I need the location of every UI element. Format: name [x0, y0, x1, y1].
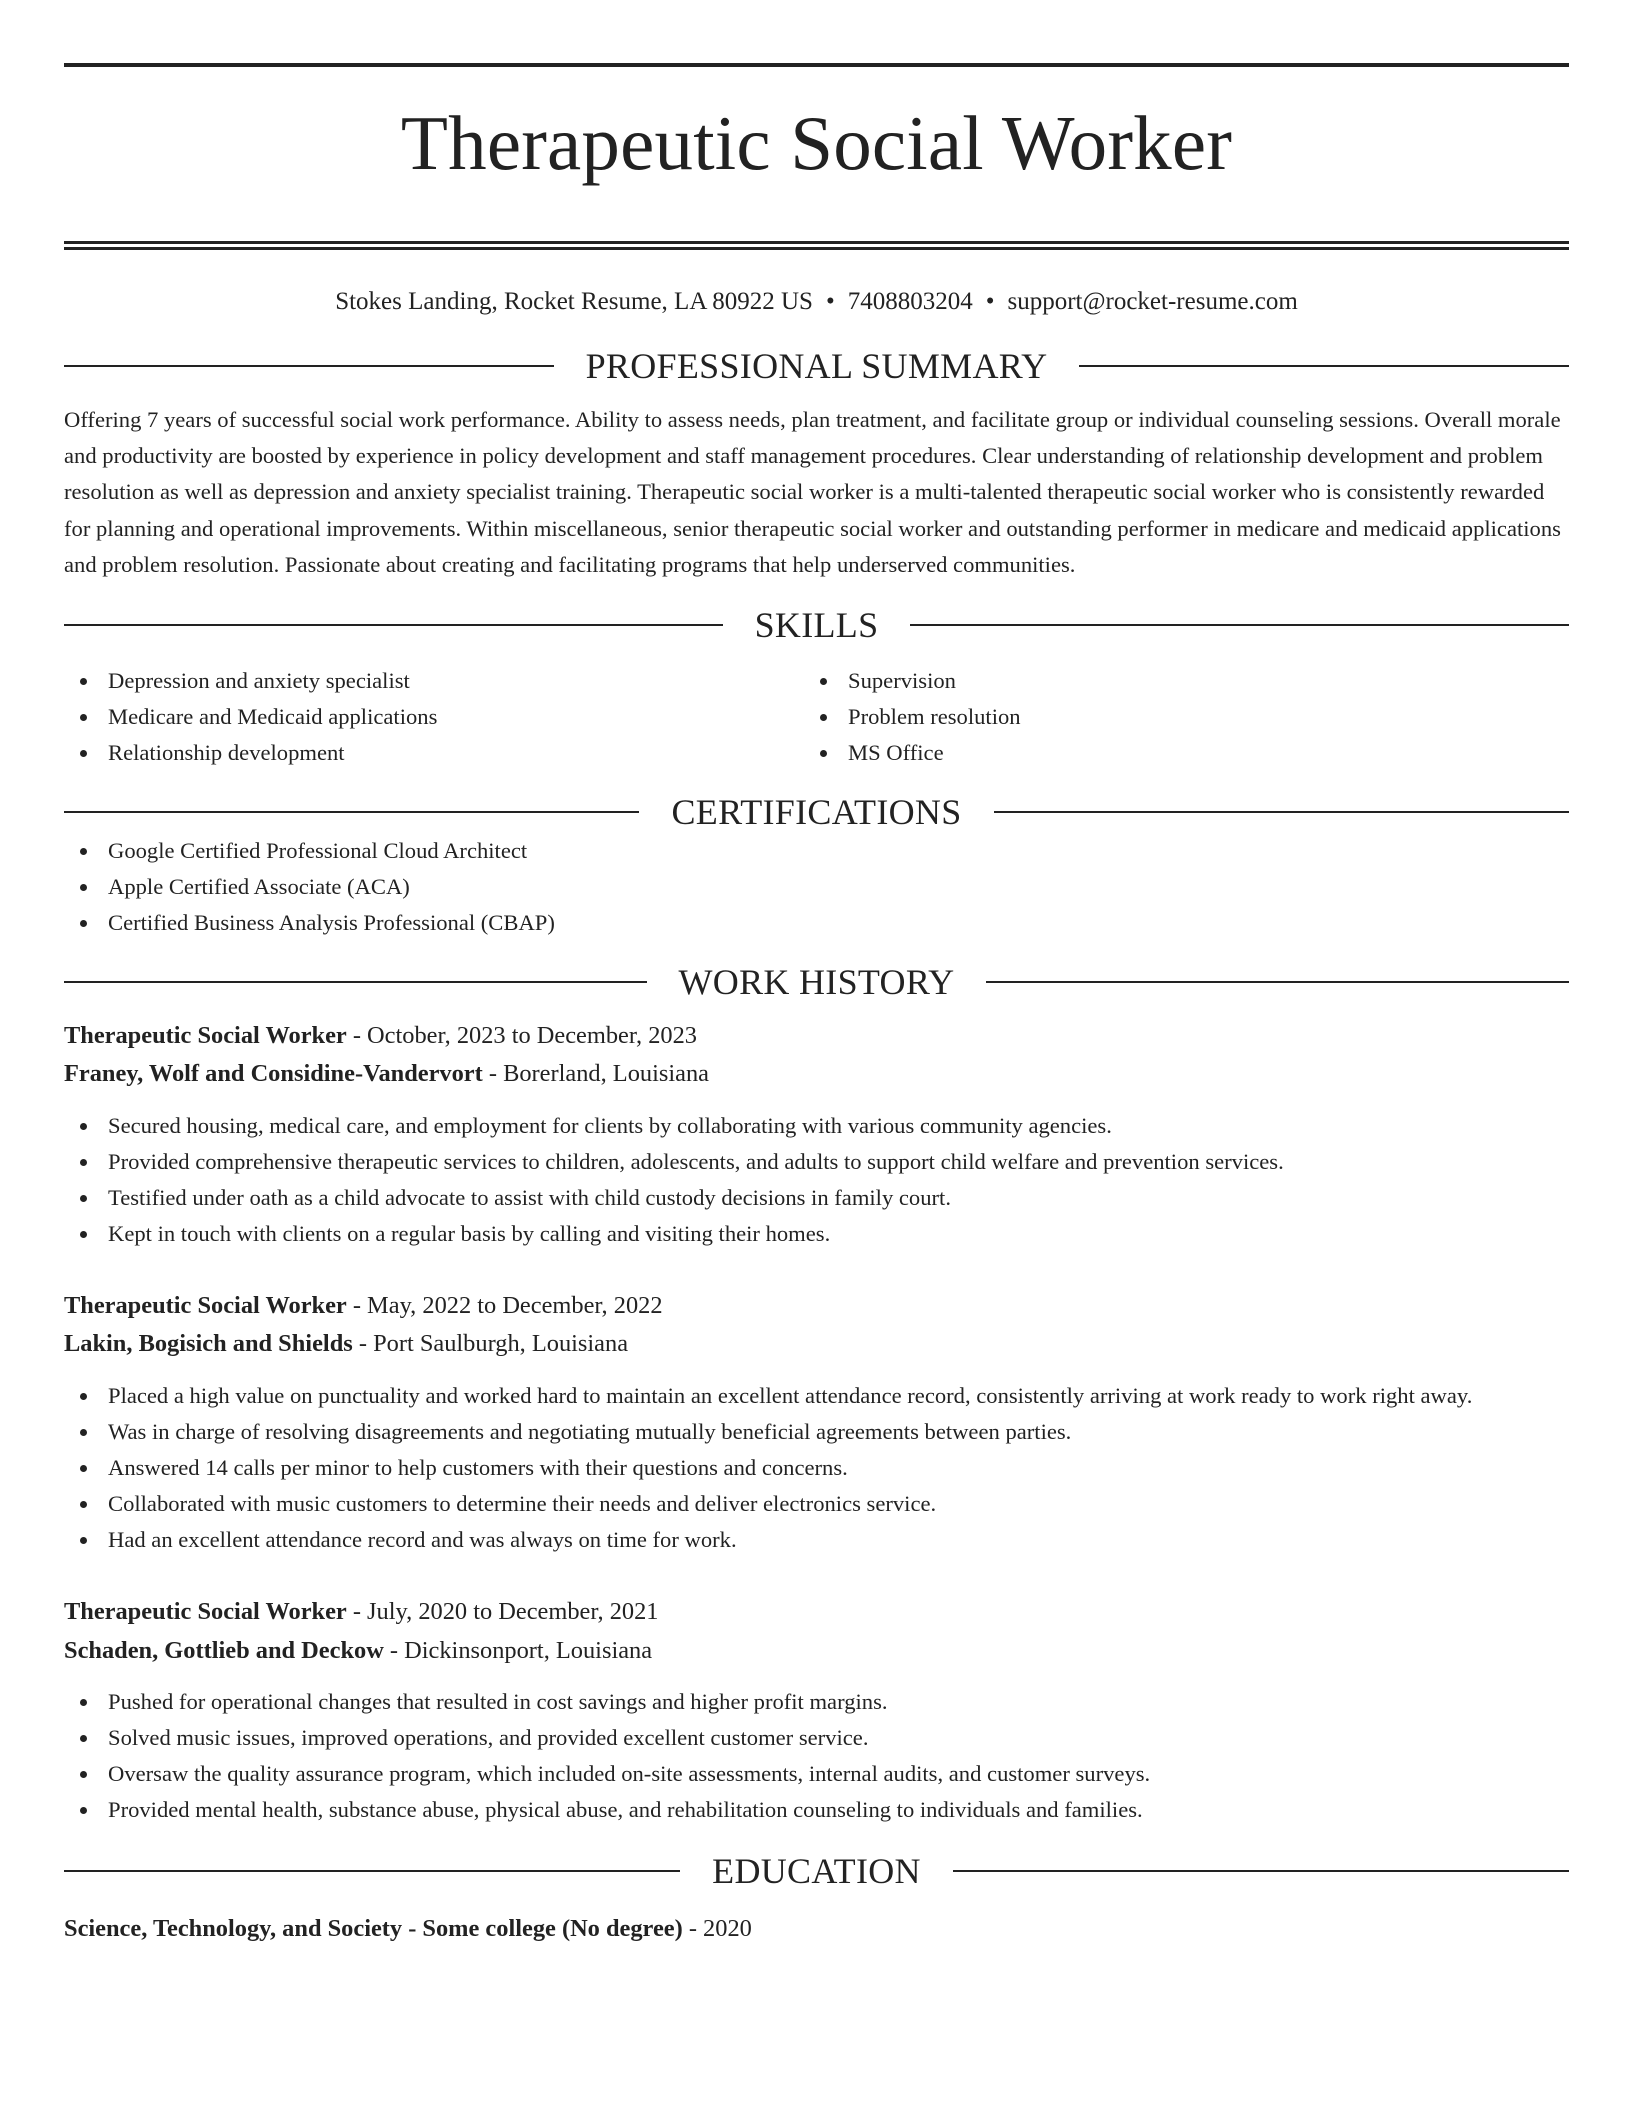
bullet-dot [80, 750, 87, 757]
job-duty: Had an excellent attendance record and was always on time for work. [64, 1522, 1569, 1558]
job-company: Franey, Wolf and Considine-Vandervort [64, 1060, 483, 1088]
education-degree: Science, Technology, and Society - Some college (No degree) [64, 1915, 683, 1943]
skills-list [64, 663, 1569, 771]
work-history-heading-label: WORK HISTORY [678, 961, 955, 1002]
job-title-line [64, 1287, 1569, 1326]
job-company-line [64, 1325, 1569, 1364]
job-location: - Borerland, Louisiana [482, 1060, 709, 1088]
bullet-dot [820, 750, 827, 757]
work-history-heading [64, 961, 1569, 1003]
certifications-list [64, 833, 1569, 941]
job-entry [64, 1593, 1569, 1828]
bullet-dot [80, 1501, 87, 1508]
skill-item: Relationship development [64, 735, 804, 771]
job-dates: - July, 2020 to December, 2021 [346, 1597, 659, 1625]
heading-rule-right [994, 811, 1569, 813]
bullet-dot [80, 678, 87, 685]
job-duty: Provided comprehensive therapeutic services to children, adolescents, and adults to support child welfare and prevention services. [64, 1144, 1569, 1180]
bullet-dot [80, 1699, 87, 1706]
job-duty: Provided mental health, substance abuse, physical abuse, and rehabilitation counseling to individuals and families. [64, 1792, 1569, 1828]
contact-address: Stokes Landing, Rocket Resume, LA 80922 US [335, 287, 813, 315]
job-title: Therapeutic Social Worker [64, 1021, 347, 1049]
job-duty: Kept in touch with clients on a regular basis by calling and visiting their homes. [64, 1216, 1569, 1252]
skill-item: Medicare and Medicaid applications [64, 699, 804, 735]
job-title-line [64, 1593, 1569, 1632]
bullet-dot [80, 1123, 87, 1130]
skills-column-left [64, 663, 804, 771]
bullet-dot [80, 1231, 87, 1238]
heading-rule-left [64, 811, 639, 813]
job-duty: Secured housing, medical care, and employment for clients by collaborating with various community agencies. [64, 1108, 1569, 1144]
job-dates: - October, 2023 to December, 2023 [346, 1021, 697, 1049]
certification-item: Certified Business Analysis Professional (CBAP) [64, 905, 1569, 941]
contact-phone: 7408803204 [847, 287, 973, 315]
resume-name: Therapeutic Social Worker [400, 100, 1233, 186]
job-duty: Was in charge of resolving disagreements and negotiating mutually beneficial agreements between parties. [64, 1414, 1569, 1450]
job-company: Schaden, Gottlieb and Deckow [64, 1636, 384, 1664]
certifications-heading [64, 791, 1569, 833]
bullet-dot [80, 1735, 87, 1742]
top-rule [64, 63, 1569, 67]
bullet-dot [80, 848, 87, 855]
job-entry [64, 1287, 1569, 1558]
bullet-dot [80, 1771, 87, 1778]
job-title-line [64, 1017, 1569, 1056]
job-company: Lakin, Bogisich and Shields [64, 1330, 353, 1358]
skills-column-right [804, 663, 1544, 771]
bullet-dot [80, 1393, 87, 1400]
summary-text: Offering 7 years of successful social work performance. Ability to assess needs, plan treatment, and facilitate group or individual counseling sessions. Overall morale and productivity are boosted by experience in policy development and staff management procedures. Clear understanding of relationship development and problem resolution as well as depression and anxiety specialist training. Therapeutic social worker is a multi-talented therapeutic social worker who is consistently rewarded for planning and operational improvements. Within miscellaneous, senior therapeutic social worker and outstanding performer in medicare and medicaid applications and problem resolution. Passionate about creating and facilitating programs that help underserved communities. [64, 406, 1561, 578]
job-entry [64, 1017, 1569, 1252]
bullet-dot [80, 920, 87, 927]
certification-item: Apple Certified Associate (ACA) [64, 869, 1569, 905]
heading-rule-left [64, 1870, 680, 1872]
job-duty: Answered 14 calls per minor to help customers with their questions and concerns. [64, 1450, 1569, 1486]
education-year: - 2020 [682, 1915, 752, 1943]
job-duty: Pushed for operational changes that resulted in cost savings and higher profit margins. [64, 1684, 1569, 1720]
job-title: Therapeutic Social Worker [64, 1291, 347, 1319]
job-duty: Placed a high value on punctuality and worked hard to maintain an excellent attendance record, consistently arriving at work ready to work right away. [64, 1378, 1569, 1414]
bullet-dot [80, 714, 87, 721]
summary-heading-label: PROFESSIONAL SUMMARY [585, 345, 1048, 386]
double-rule [64, 241, 1569, 250]
heading-rule-right [1079, 365, 1569, 367]
job-duty: Collaborated with music customers to determine their needs and deliver electronics service. [64, 1486, 1569, 1522]
job-duties [64, 1378, 1569, 1558]
job-duty: Testified under oath as a child advocate to assist with child custody decisions in family court. [64, 1180, 1569, 1216]
education-entry [64, 1910, 1569, 1948]
bullet-dot [80, 1465, 87, 1472]
bullet-dot [80, 1195, 87, 1202]
bullet-dot [80, 1159, 87, 1166]
skills-heading [64, 604, 1569, 646]
bullet-dot [80, 1429, 87, 1436]
heading-rule-right [986, 981, 1569, 983]
certifications-heading-label: CERTIFICATIONS [671, 791, 962, 832]
heading-rule-right [953, 1870, 1569, 1872]
job-title: Therapeutic Social Worker [64, 1597, 347, 1625]
job-duties [64, 1108, 1569, 1252]
contact-line [64, 287, 1569, 317]
bullet-dot [80, 884, 87, 891]
job-company-line [64, 1055, 1569, 1094]
job-dates: - May, 2022 to December, 2022 [346, 1291, 663, 1319]
job-company-line [64, 1632, 1569, 1671]
contact-email: support@rocket-resume.com [1007, 287, 1298, 315]
summary-heading [64, 345, 1569, 387]
skill-item: Depression and anxiety specialist [64, 663, 804, 699]
job-location: - Dickinsonport, Louisiana [383, 1636, 653, 1664]
bullet-dot [80, 1807, 87, 1814]
bullet-dot [820, 714, 827, 721]
skill-item: MS Office [804, 735, 1544, 771]
skill-item: Supervision [804, 663, 1544, 699]
heading-rule-left [64, 365, 554, 367]
certification-item: Google Certified Professional Cloud Architect [64, 833, 1569, 869]
heading-rule-right [910, 624, 1569, 626]
job-duty: Solved music issues, improved operations, and provided excellent customer service. [64, 1720, 1569, 1756]
heading-rule-left [64, 981, 647, 983]
job-location: - Port Saulburgh, Louisiana [352, 1330, 629, 1358]
bullet-dot [820, 678, 827, 685]
education-heading-label: EDUCATION [712, 1851, 921, 1892]
contact-separator: • [985, 287, 995, 315]
skill-item: Problem resolution [804, 699, 1544, 735]
skills-heading-label: SKILLS [754, 604, 879, 645]
bullet-dot [80, 1537, 87, 1544]
heading-rule-left [64, 624, 723, 626]
education-heading [64, 1850, 1569, 1892]
contact-separator: • [825, 287, 835, 315]
job-duty: Oversaw the quality assurance program, which included on-site assessments, internal audits, and customer surveys. [64, 1756, 1569, 1792]
job-duties [64, 1684, 1569, 1828]
